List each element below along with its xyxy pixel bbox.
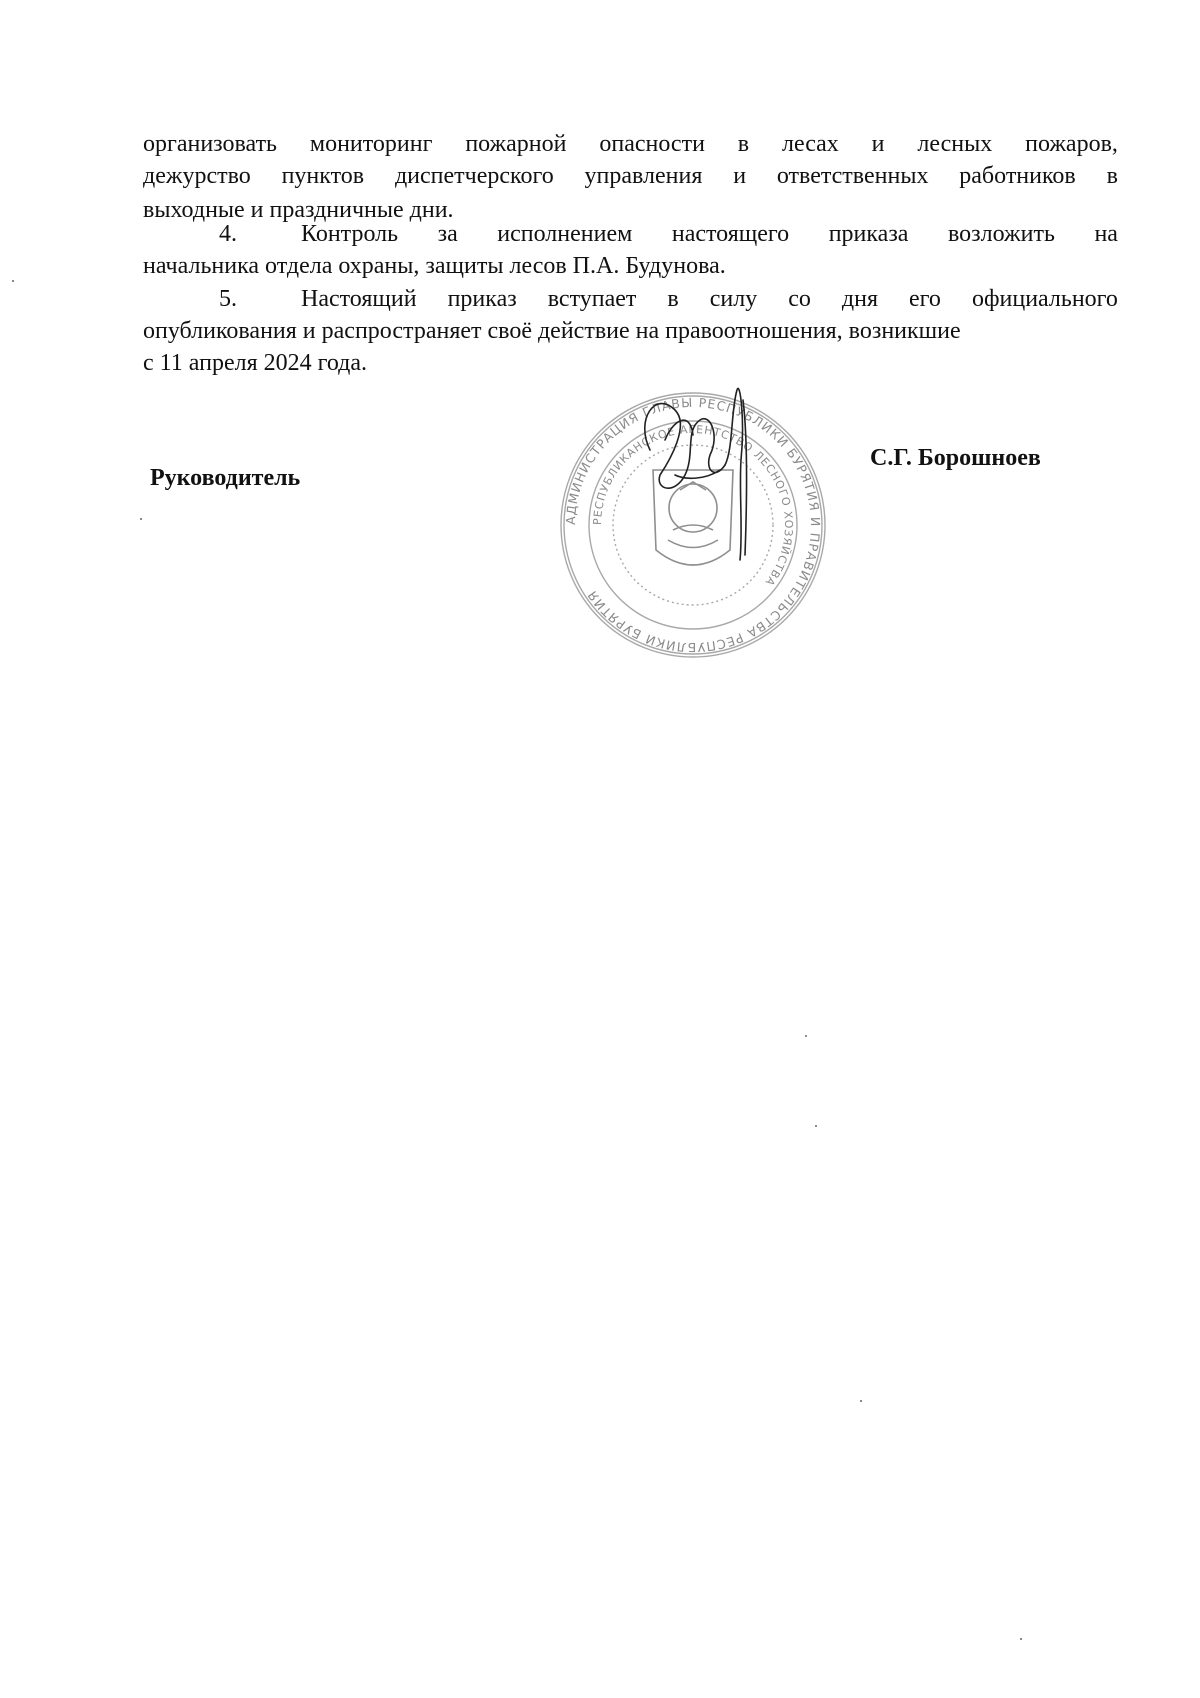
scan-speck [860, 1400, 862, 1402]
stamp-outer-text: АДМИНИСТРАЦИЯ ГЛАВЫ РЕСПУБЛИКИ БУРЯТИЯ И ПРАВИТЕЛЬСТВА РЕСПУБЛИКИ БУРЯТИЯ [562, 394, 824, 656]
paragraph-line: с 11 апреля 2024 года. [143, 350, 368, 376]
paragraph-line: опубликования и распространяет своё действие на правоотношения, возникшие [143, 318, 961, 344]
scan-speck [1020, 1638, 1022, 1640]
word: приказ [447, 286, 517, 312]
word: пожарной [465, 131, 567, 157]
paragraph-line [143, 128, 1118, 160]
stamp-inner-text: РЕСПУБЛИКАНСКОЕ АГЕНТСТВО ЛЕСНОГО ХОЗЯЙСТВА [590, 422, 796, 589]
paragraph-line [143, 160, 1118, 192]
scan-speck [815, 1125, 817, 1127]
list-item-5 [143, 283, 1118, 315]
word: силу [709, 286, 758, 312]
word: диспетчерского [394, 163, 554, 189]
handwritten-signature [615, 380, 775, 580]
word: приказа [828, 221, 909, 247]
word: и [871, 131, 885, 157]
paragraph-line [301, 218, 1118, 250]
word: лесах [781, 131, 839, 157]
item-number: 5. [219, 286, 237, 312]
word: на [1094, 221, 1118, 247]
word: официального [971, 286, 1118, 312]
word: работников [959, 163, 1076, 189]
word: в [737, 131, 750, 157]
scan-speck [140, 518, 142, 520]
word: управления [584, 163, 703, 189]
list-item-4 [143, 218, 1118, 250]
word: и [733, 163, 747, 189]
paragraph-line [301, 283, 1118, 315]
word: Настоящий [301, 286, 417, 312]
word: дежурство [143, 163, 251, 189]
paragraph-line: начальника отдела охраны, защиты лесов П.А. Будунова. [143, 253, 726, 279]
item-number: 4. [219, 221, 237, 247]
word: Контроль [301, 221, 399, 247]
word: вступает [547, 286, 637, 312]
word: опасности [599, 131, 705, 157]
word: мониторинг [309, 131, 433, 157]
word: организовать [143, 131, 278, 157]
word: дня [841, 286, 879, 312]
word: в [1106, 163, 1118, 189]
signer-role: Руководитель [150, 465, 301, 491]
word: за [437, 221, 458, 247]
word: пожаров, [1025, 131, 1118, 157]
word: его [909, 286, 941, 312]
scan-speck [805, 1035, 807, 1037]
word: лесных [917, 131, 993, 157]
paragraph-line: выходные и праздничные дни. [143, 197, 454, 223]
word: исполнением [497, 221, 633, 247]
word: со [788, 286, 811, 312]
word: в [667, 286, 679, 312]
word: пунктов [281, 163, 365, 189]
scan-speck [12, 280, 14, 282]
word: ответственных [776, 163, 929, 189]
signer-name: С.Г. Борошноев [870, 445, 1041, 471]
word: настоящего [671, 221, 790, 247]
word: возложить [948, 221, 1055, 247]
